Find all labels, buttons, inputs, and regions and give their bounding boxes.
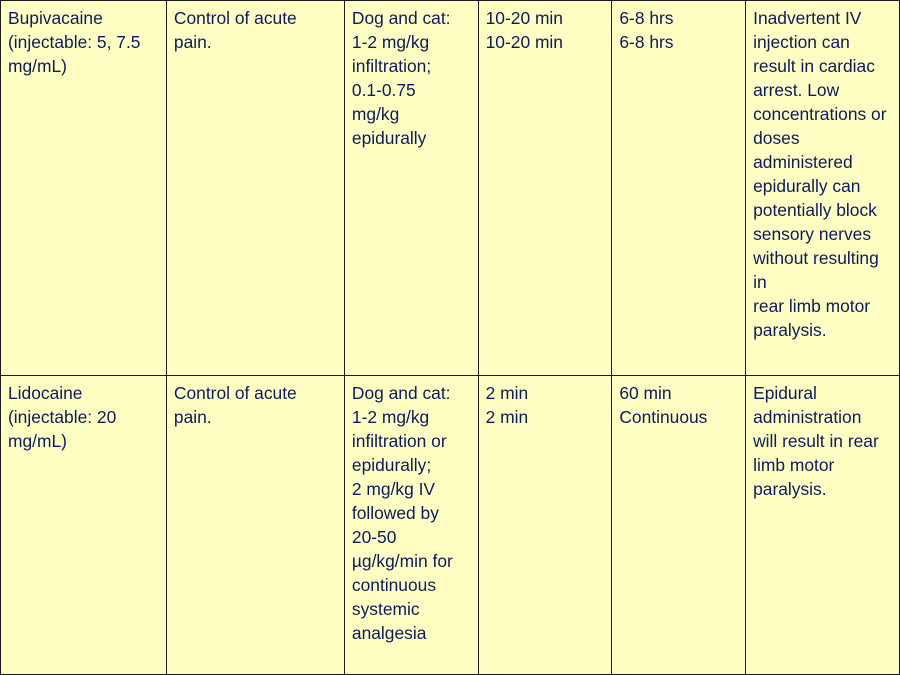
cell-text-line: 2 min — [485, 406, 529, 427]
cell-text-line: Dog and cat: — [351, 8, 451, 28]
cell-text-line: will result in rear — [753, 430, 879, 451]
cell-text-line: mg/kg — [351, 104, 400, 124]
cell-text-line: continuous — [351, 574, 437, 595]
cell-text-line: result in cardiac — [753, 56, 875, 76]
cell-text-line: pain. — [173, 406, 212, 427]
cell-text-line: rear limb motor — [753, 296, 871, 316]
cell-text-line: pain. — [173, 32, 212, 52]
table-row — [1, 1, 900, 376]
cell-text-line: 2 min — [485, 382, 529, 403]
cell-text-line: 6-8 hrs — [619, 8, 674, 28]
onset-cell — [478, 1, 612, 376]
cell-text-line: 2 mg/kg IV — [351, 478, 436, 499]
indication-cell — [166, 1, 344, 376]
cell-text-line: infiltration; — [351, 56, 432, 76]
cell-text-line: limb motor — [753, 454, 835, 475]
notes-cell — [746, 1, 900, 376]
cell-text-line: sensory nerves — [753, 224, 872, 244]
cell-text-line: epidurally; — [351, 454, 432, 475]
cell-text-line: Continuous — [619, 406, 708, 427]
duration-cell — [612, 1, 746, 376]
cell-text-line: 20-50 — [351, 526, 397, 547]
dose-cell — [344, 375, 478, 674]
cell-text-line: Dog and cat: — [351, 382, 451, 403]
cell-text-line: paralysis. — [753, 320, 827, 340]
duration-cell — [612, 375, 746, 674]
cell-text-line: arrest. Low — [753, 80, 840, 100]
cell-text-line: (injectable: 20 — [8, 406, 117, 427]
cell-text-line: paralysis. — [753, 478, 827, 499]
cell-text-line: Bupivacaine — [8, 8, 103, 28]
cell-text-line: in — [753, 272, 767, 292]
drug-cell — [1, 375, 167, 674]
cell-text-line: systemic — [351, 598, 420, 619]
cell-text-line: followed by — [351, 502, 439, 523]
cell-text-line: administered — [753, 152, 853, 172]
cell-text-line: without resulting — [753, 248, 879, 268]
cell-text-line: 6-8 hrs — [619, 32, 674, 52]
cell-text-line: infiltration or — [351, 430, 447, 451]
cell-text-line: 10-20 min — [485, 8, 563, 28]
cell-text-line: Control of acute — [173, 8, 297, 28]
cell-text-line: doses — [753, 128, 800, 148]
cell-text-line: epidurally — [351, 128, 427, 148]
indication-cell — [166, 375, 344, 674]
onset-cell — [478, 375, 612, 674]
cell-text-line: 10-20 min — [485, 32, 563, 52]
cell-text-line: 1-2 mg/kg — [351, 406, 430, 427]
cell-text-line: Control of acute — [173, 382, 297, 403]
cell-text-line: administration — [753, 406, 862, 427]
cell-text-line: concentrations or — [753, 104, 887, 124]
cell-text-line: potentially block — [753, 200, 877, 220]
cell-text-line: mg/mL) — [8, 430, 67, 451]
cell-text-line: injection can — [753, 32, 850, 52]
notes-cell — [746, 375, 900, 674]
cell-text-line: epidurally can — [753, 176, 861, 196]
dose-cell — [344, 1, 478, 376]
cell-text-line: Inadvertent IV — [753, 8, 862, 28]
cell-text-line: (injectable: 5, 7.5 — [8, 32, 141, 52]
cell-text-line: Epidural — [753, 382, 817, 403]
cell-text-line: mg/mL) — [8, 56, 67, 76]
cell-text-line: analgesia — [351, 622, 427, 643]
table-row — [1, 375, 900, 674]
cell-text-line: µg/kg/min for — [351, 550, 453, 571]
drug-cell — [1, 1, 167, 376]
cell-text-line: 1-2 mg/kg — [351, 32, 430, 52]
cell-text-line: Lidocaine — [8, 382, 83, 403]
cell-text-line: 0.1-0.75 — [351, 80, 416, 100]
cell-text-line: 60 min — [619, 382, 672, 403]
drug-table-body — [1, 1, 900, 675]
